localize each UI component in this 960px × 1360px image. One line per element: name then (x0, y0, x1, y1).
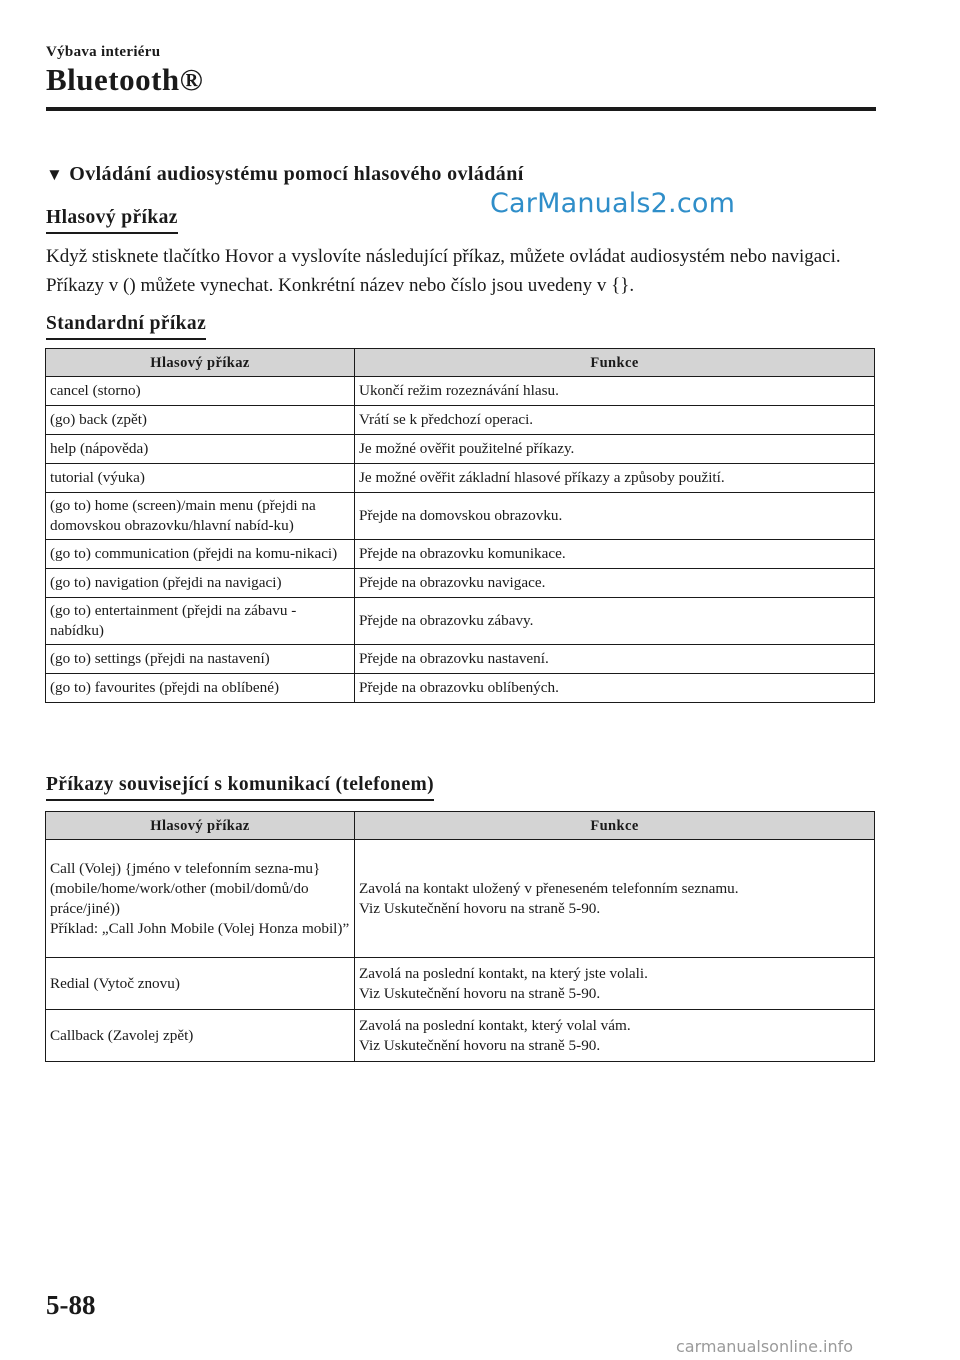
table-row (46, 464, 875, 493)
table-row (46, 493, 875, 540)
section-heading (46, 163, 524, 186)
subheading-communication-commands: Příkazy související s komunikací (telefonem) (46, 773, 434, 801)
triangle-down-icon: ▼ (46, 165, 64, 184)
command-cell: Redial (Vytoč znovu) (46, 958, 355, 1010)
section-heading-text: Ovládání audiosystému pomocí hlasového ovládání (69, 163, 524, 185)
column-header-function: Funkce (355, 349, 875, 377)
watermark: CarManuals2.com (490, 188, 736, 219)
command-cell: (go) back (zpět) (46, 406, 355, 435)
command-cell: (go to) entertainment (přejdi na zábavu - nabídku) (46, 598, 355, 645)
table-row (46, 569, 875, 598)
table-row (46, 958, 875, 1010)
function-cell: Ukončí režim rozeznávání hlasu. (355, 377, 875, 406)
function-cell: Přejde na obrazovku oblíbených. (355, 674, 875, 703)
function-cell: Zavolá na kontakt uložený v přeneseném telefonním seznamu. Viz Uskutečnění hovoru na straně 5-90. (355, 840, 875, 958)
column-header-function: Funkce (355, 812, 875, 840)
command-cell: cancel (storno) (46, 377, 355, 406)
table-row (46, 540, 875, 569)
command-cell: Callback (Zavolej zpět) (46, 1010, 355, 1062)
column-header-command: Hlasový příkaz (46, 812, 355, 840)
header-rule (46, 107, 876, 111)
command-cell: Call (Volej) {jméno v telefonním sezna-mu} (mobile/home/work/other (mobil/domů/do práce/jiné)) Příklad: „Call John Mobile (Volej Honza mobil)” (46, 840, 355, 958)
command-cell: (go to) settings (přejdi na nastavení) (46, 645, 355, 674)
command-cell: (go to) favourites (přejdi na oblíbené) (46, 674, 355, 703)
table-row (46, 645, 875, 674)
table-row (46, 598, 875, 645)
intro-text: Když stisknete tlačítko Hovor a vyslovíte následující příkaz, můžete ovládat audiosystém nebo navigaci. Příkazy v () můžete vynechat. Konkrétní název nebo číslo jsou uvedeny v {}. (46, 246, 841, 296)
function-cell: Přejde na obrazovku komunikace. (355, 540, 875, 569)
section-label: Výbava interiéru (46, 44, 161, 60)
command-cell: help (nápověda) (46, 435, 355, 464)
table-row (46, 435, 875, 464)
table-row (46, 1010, 875, 1062)
subheading-standard-command: Standardní příkaz (46, 312, 206, 340)
function-cell: Zavolá na poslední kontakt, který volal vám. Viz Uskutečnění hovoru na straně 5-90. (355, 1010, 875, 1062)
table-row (46, 377, 875, 406)
table-header-row (46, 349, 875, 377)
function-cell: Přejde na obrazovku zábavy. (355, 598, 875, 645)
page-number: 5-88 (46, 1290, 96, 1320)
table-header-row (46, 812, 875, 840)
function-cell: Vrátí se k předchozí operaci. (355, 406, 875, 435)
command-cell: (go to) home (screen)/main menu (přejdi na domovskou obrazovku/hlavní nabíd-ku) (46, 493, 355, 540)
communication-command-table (45, 811, 875, 1062)
function-cell: Přejde na domovskou obrazovku. (355, 493, 875, 540)
table-row (46, 840, 875, 958)
standard-command-table (45, 348, 875, 703)
table-row (46, 406, 875, 435)
function-cell: Přejde na obrazovku nastavení. (355, 645, 875, 674)
function-cell: Zavolá na poslední kontakt, na který jste volali. Viz Uskutečnění hovoru na straně 5-90. (355, 958, 875, 1010)
footer-watermark: carmanualsonline.info (676, 1337, 854, 1356)
function-cell: Je možné ověřit základní hlasové příkazy a způsoby použití. (355, 464, 875, 493)
command-cell: (go to) navigation (přejdi na navigaci) (46, 569, 355, 598)
function-cell: Je možné ověřit použitelné příkazy. (355, 435, 875, 464)
page-title: Bluetooth® (46, 62, 204, 97)
table-row (46, 674, 875, 703)
column-header-command: Hlasový příkaz (46, 349, 355, 377)
subheading-voice-command: Hlasový příkaz (46, 206, 178, 234)
function-cell: Přejde na obrazovku navigace. (355, 569, 875, 598)
command-cell: tutorial (výuka) (46, 464, 355, 493)
command-cell: (go to) communication (přejdi na komu-nikaci) (46, 540, 355, 569)
